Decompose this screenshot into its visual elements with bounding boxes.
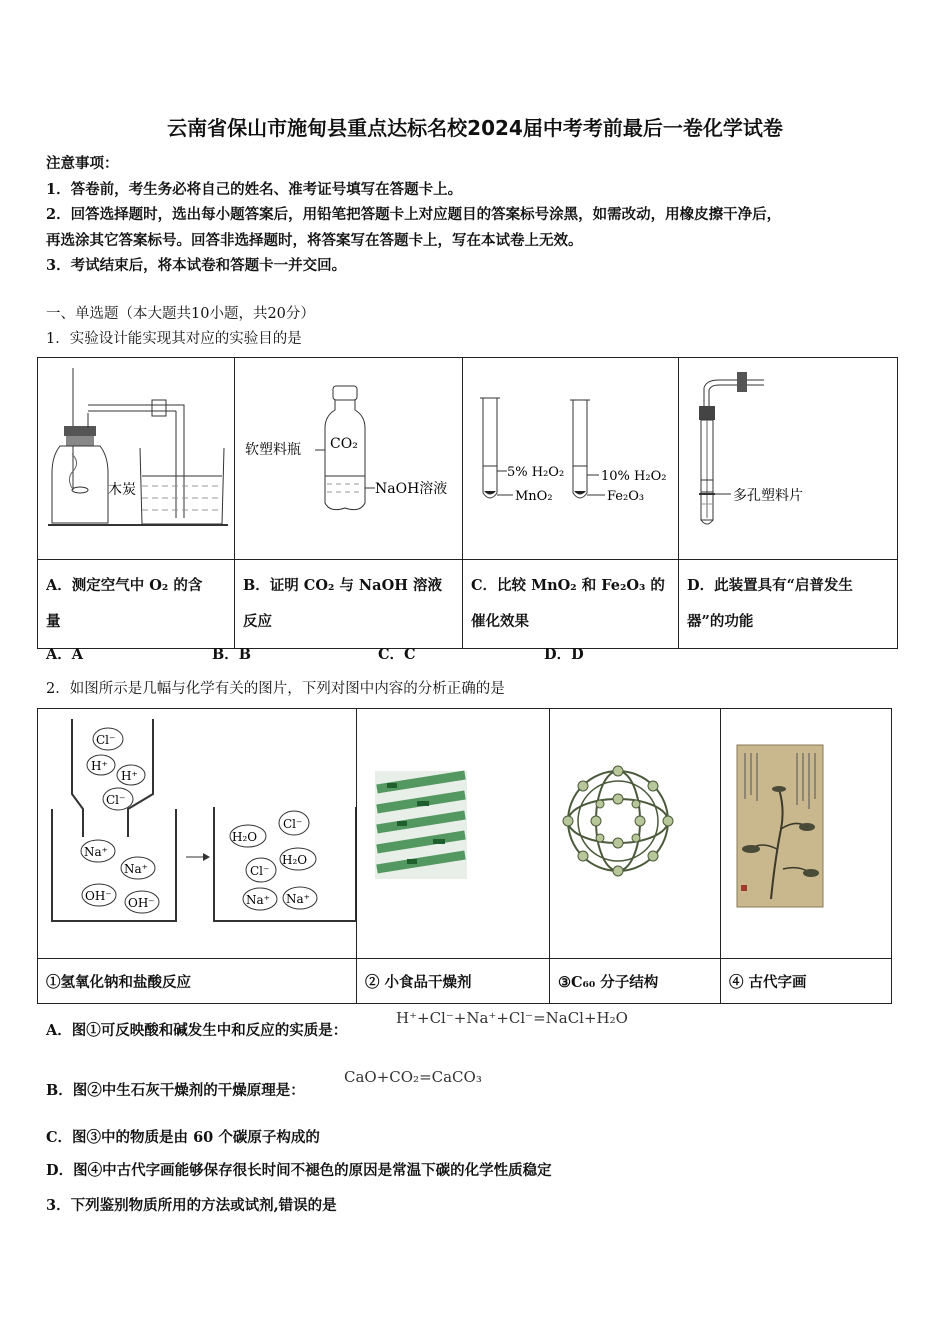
ion-cl-1: Cl⁻: [96, 733, 116, 747]
apparatus-a-drawing: [38, 358, 234, 555]
q1-caption-b: [235, 560, 463, 649]
molecule-h2o-1: H₂O: [232, 830, 258, 844]
q1-option-b[interactable]: B．B: [212, 646, 252, 663]
q2-answer-c[interactable]: C．图③中的物质是由 60 个碳原子构成的: [46, 1129, 320, 1146]
ion-oh-2: OH⁻: [128, 896, 155, 910]
q1-caption-d: [679, 560, 898, 649]
q2-caption-4: ④ 古代字画: [721, 959, 892, 1004]
ion-oh-1: OH⁻: [85, 889, 112, 903]
ion-cl-2: Cl⁻: [106, 793, 126, 807]
note-item-2a: 2．回答选择题时，选出每小题答案后，用铅笔把答题卡上对应题目的答案标号涂黑，如需改动，用橡皮擦干净后，: [46, 206, 782, 223]
q1-figure-a: [38, 358, 235, 560]
q2-table: [37, 708, 892, 1004]
note-item-1: 1．答卷前，考生务必将自己的姓名、准考证号填写在答题卡上。: [46, 181, 463, 198]
q1-figure-b: [235, 358, 463, 560]
desiccant-packet-image: [357, 709, 549, 954]
mno2-label: MnO₂: [515, 489, 553, 504]
q2-figure-2: [357, 709, 550, 959]
naoh-label: NaOH溶液: [375, 481, 448, 497]
q2-caption-3: ③C₆₀ 分子结构: [550, 959, 721, 1004]
q1-caption-a: [38, 560, 235, 649]
q1-figure-d: [679, 358, 898, 560]
q1-table: [37, 357, 898, 649]
q2-caption-1: ①氢氧化钠和盐酸反应: [38, 959, 357, 1004]
h2o2-10-label: 10% H₂O₂: [601, 469, 667, 484]
q2-answer-b-formula: CaO+CO₂=CaCO₃: [344, 1068, 482, 1086]
apparatus-c-drawing: [463, 358, 678, 555]
ion-h-2: H⁺: [121, 769, 138, 783]
q2-answer-a-formula: H⁺+Cl⁻+Na⁺+Cl⁻=NaCl+H₂O: [396, 1009, 628, 1027]
charcoal-label: 木炭: [108, 482, 136, 498]
q1-option-d[interactable]: D．D: [544, 646, 584, 663]
q1-stem: 1．实验设计能实现其对应的实验目的是: [46, 331, 302, 347]
caption-c-line1: C．比较 MnO₂ 和 Fe₂O₃ 的: [471, 577, 665, 594]
ion-cl-3: Cl⁻: [283, 817, 303, 831]
c60-structure-image: [550, 709, 720, 954]
caption-a-line2: 量: [46, 613, 61, 630]
q1-options: [46, 643, 710, 664]
ion-h-1: H⁺: [91, 759, 108, 773]
ancient-painting-image: [721, 709, 891, 954]
q3-stem: 3．下列鉴别物质所用的方法或试剂,错误的是: [46, 1197, 337, 1214]
apparatus-d-drawing: [679, 358, 897, 555]
page-title: 云南省保山市施甸县重点达标名校2024届中考考前最后一卷化学试卷: [167, 116, 783, 140]
co2-label: CO₂: [330, 436, 358, 452]
q2-figure-1: [38, 709, 357, 959]
section-heading: 一、单选题（本大题共10小题，共20分）: [46, 306, 315, 322]
ion-na-3: Na⁺: [246, 893, 270, 907]
q1-figure-c: [463, 358, 679, 560]
caption-d-line2: 器”的功能: [687, 613, 754, 630]
ion-na-4: Na⁺: [286, 892, 310, 906]
q2-figure-3: [550, 709, 721, 959]
q2-stem: 2．如图所示是几幅与化学有关的图片，下列对图中内容的分析正确的是: [46, 681, 505, 697]
note-item-3: 3．考试结束后，将本试卷和答题卡一并交回。: [46, 257, 347, 274]
ion-na-1: Na⁺: [84, 845, 108, 859]
q1-option-a[interactable]: A．A: [46, 646, 84, 663]
q2-answer-b[interactable]: B．图②中生石灰干燥剂的干燥原理是：: [46, 1082, 305, 1099]
note-item-2b: 再选涂其它答案标号。回答非选择题时，将答案写在答题卡上，写在本试卷上无效。: [46, 232, 583, 249]
soft-bottle-label: 软塑料瓶: [245, 442, 301, 458]
caption-c-line2: 催化效果: [471, 613, 529, 630]
porous-plate-label: 多孔塑料片: [733, 488, 803, 504]
q1-caption-c: [463, 560, 679, 649]
q2-caption-2: ② 小食品干燥剂: [357, 959, 550, 1004]
notes-heading: 注意事项：: [46, 155, 119, 172]
apparatus-b-drawing: [235, 358, 462, 555]
molecule-h2o-2: H₂O: [282, 853, 308, 867]
q2-figure-4: [721, 709, 892, 959]
h2o2-5-label: 5% H₂O₂: [507, 465, 565, 480]
fe2o3-label: Fe₂O₃: [607, 489, 645, 504]
q2-answer-d[interactable]: D．图④中古代字画能够保存很长时间不褪色的原因是常温下碳的化学性质稳定: [46, 1162, 552, 1179]
ion-na-2: Na⁺: [124, 862, 148, 876]
neutralization-drawing: [38, 709, 356, 954]
q1-option-c[interactable]: C．C: [378, 646, 416, 663]
q2-answer-a[interactable]: A．图①可反映酸和碱发生中和反应的实质是：: [46, 1022, 348, 1039]
caption-a-line1: A．测定空气中 O₂ 的含: [46, 577, 203, 594]
caption-d-line1: D．此装置具有“启普发生: [687, 577, 853, 594]
ion-cl-4: Cl⁻: [250, 864, 270, 878]
caption-b-line1: B．证明 CO₂ 与 NaOH 溶液: [243, 577, 442, 594]
caption-b-line2: 反应: [243, 613, 272, 630]
